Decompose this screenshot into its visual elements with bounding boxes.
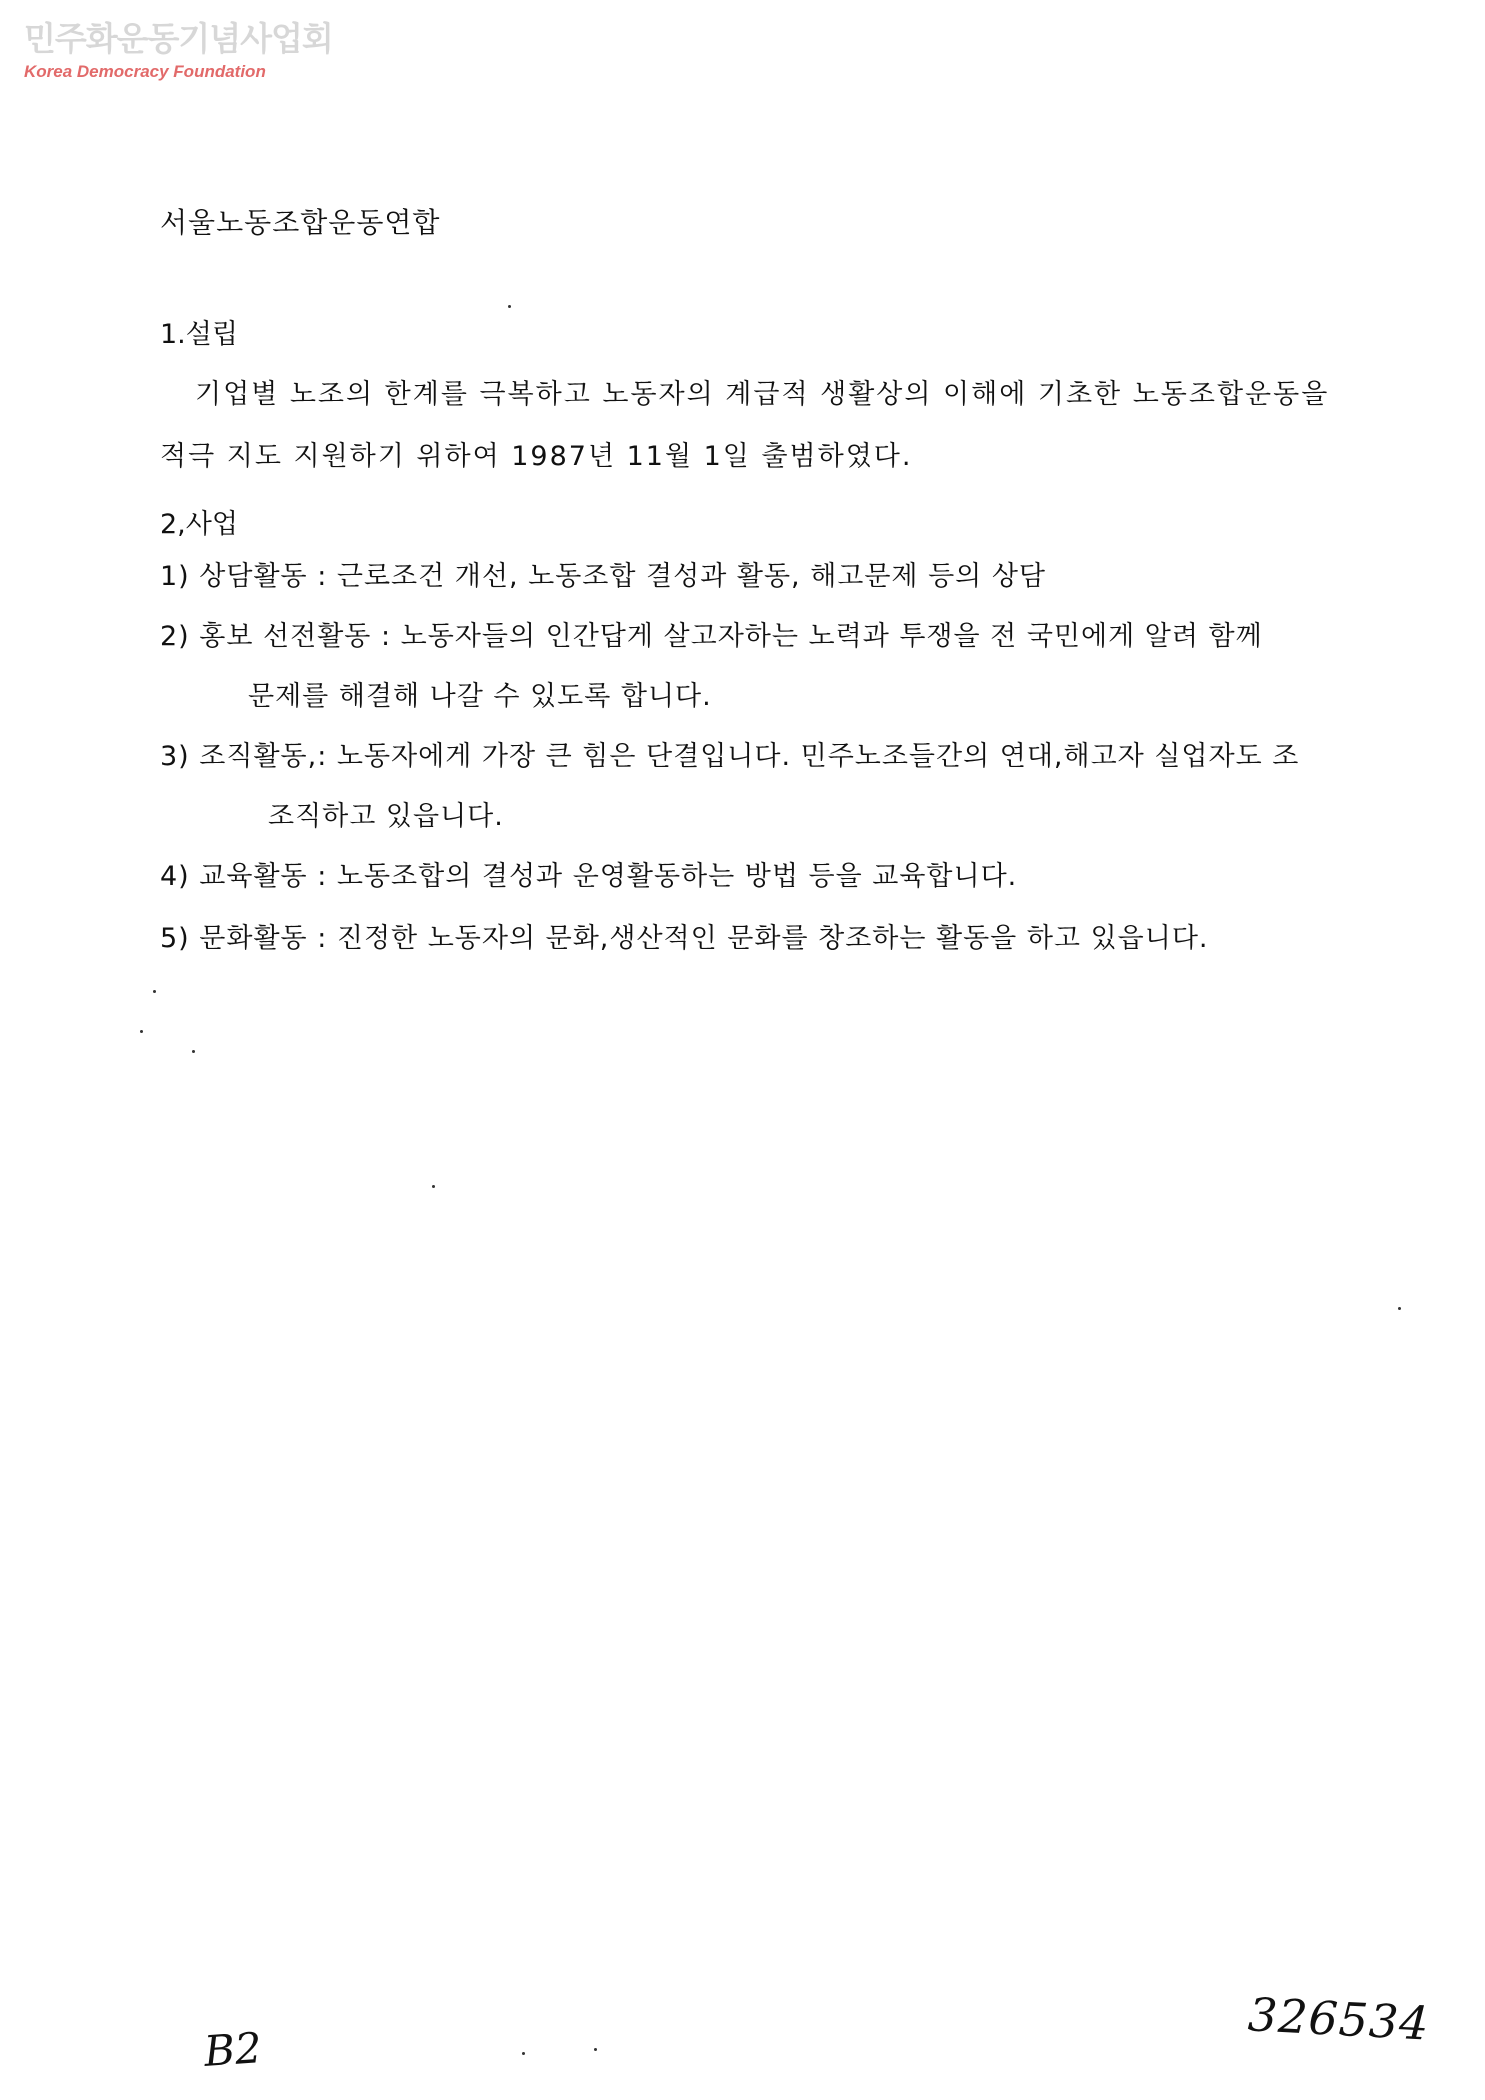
scan-speck [140,1030,143,1033]
activity-item-organizing-line-1: 3) 조직활동,: 노동자에게 가장 큰 힘은 단결입니다. 민주노조들간의 연대,해고자 실업자도 조 [160,741,1300,772]
activity-item-publicity-line-2: 문제를 해결해 나갈 수 있도록 합니다. [248,681,712,712]
document-title: 서울노동조합운동연합 [160,206,441,239]
handwritten-document-number: 326534 [1246,1987,1431,2051]
activity-item-culture: 5) 문화활동 : 진정한 노동자의 문화,생산적인 문화를 창조하는 활동을 하고 있읍니다. [160,923,1209,954]
scan-speck [508,305,511,308]
scan-speck [432,1185,435,1188]
scan-speck [1398,1307,1401,1310]
activity-item-counseling: 1) 상담활동 : 근로조건 개선, 노동조합 결성과 활동, 해고문제 등의 상담 [160,561,1047,592]
watermark-english-text: Korea Democracy Foundation [24,62,266,81]
establishment-paragraph-line-1: 기업별 노조의 한계를 극복하고 노동자의 계급적 생활상의 이해에 기초한 노동조합운동을 [195,379,1330,410]
scan-speck [594,2048,597,2051]
scan-speck [522,2052,525,2055]
handwritten-page-code: B2 [202,2023,264,2076]
scan-speck [153,990,156,993]
watermark-korean-text: 민주화운동기념사업회 [24,19,333,58]
establishment-paragraph-line-2: 적극 지도 지원하기 위하여 1987년 11월 1일 출범하였다. [160,441,913,472]
scan-speck [192,1050,195,1053]
activity-item-organizing-line-2: 조직하고 있읍니다. [268,801,504,832]
activity-item-education: 4) 교육활동 : 노동조합의 결성과 운영활동하는 방법 등을 교육합니다. [160,861,1018,892]
section-heading-establishment: 1.설립 [160,319,238,350]
activity-item-publicity-line-1: 2) 홍보 선전활동 : 노동자들의 인간답게 살고자하는 노력과 투쟁을 전 국민에게 알려 함께 [160,621,1263,652]
section-heading-activities: 2,사업 [160,509,238,540]
foundation-watermark-logo [24,18,344,82]
